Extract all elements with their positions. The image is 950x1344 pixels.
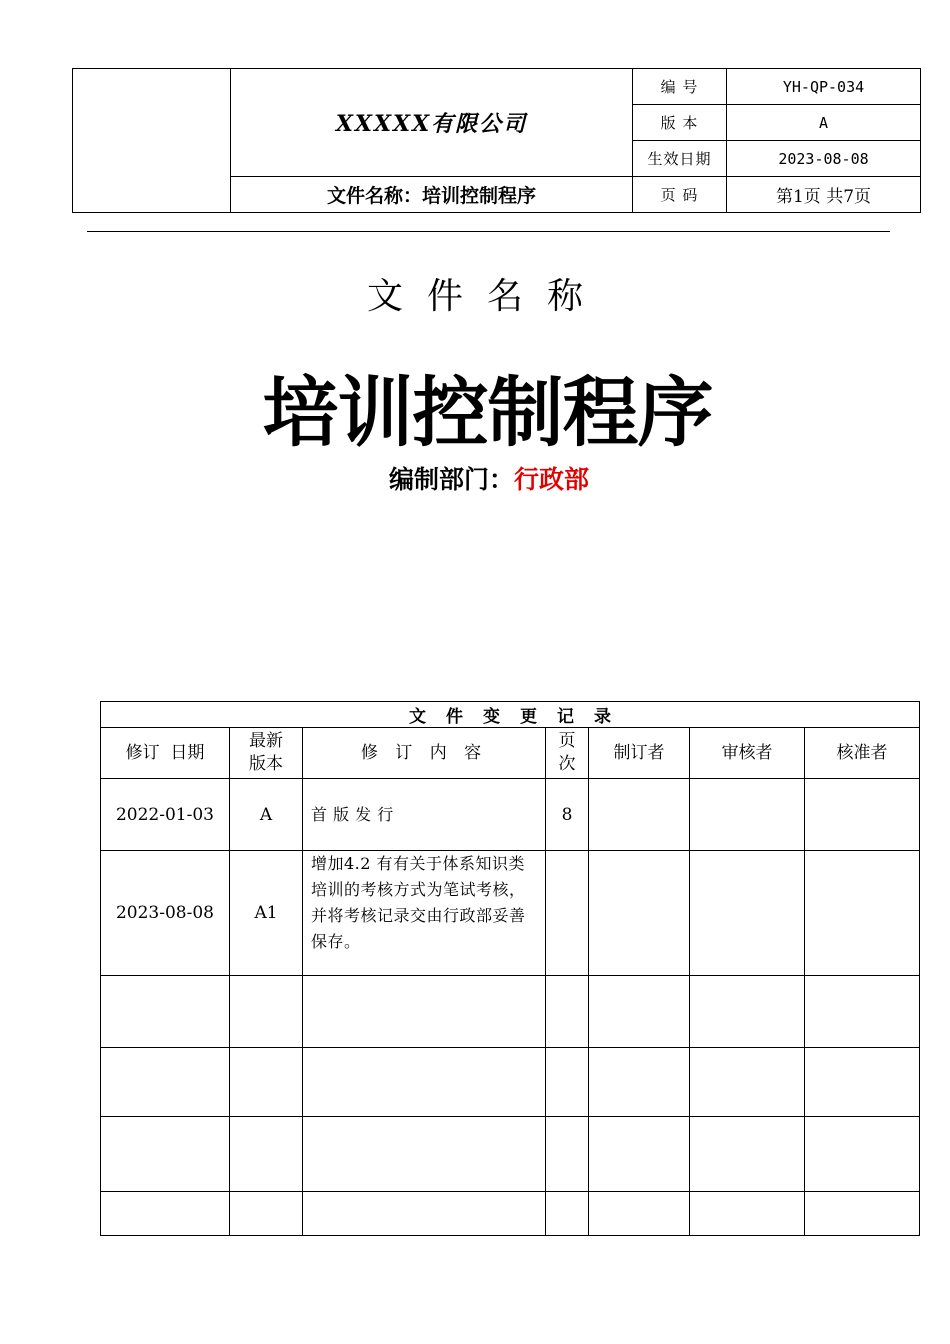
row-version: A	[230, 779, 303, 851]
row-approver	[805, 851, 920, 976]
row-version: A1	[230, 851, 303, 976]
row-content: 增加4.2 有有关于体系知识类培训的考核方式为笔试考核，并将考核记录交由行政部妥善保存。	[303, 851, 546, 976]
department-prefix: 编制部门：	[388, 465, 514, 494]
document-name: 文件名称：培训控制程序	[231, 177, 633, 213]
field-label-effective-date: 生效日期	[633, 141, 727, 177]
table-row-empty	[101, 1048, 920, 1117]
cover-label: 文件名称	[366, 276, 607, 317]
change-record-table	[100, 701, 920, 1236]
department-line	[0, 460, 950, 496]
field-value-version: A	[727, 105, 921, 141]
row-pages	[546, 851, 589, 976]
table-row	[101, 779, 920, 851]
company-name: XXXXX有限公司	[231, 69, 633, 177]
field-label-number: 编 号	[633, 69, 727, 105]
field-value-page: 第1页 共7页	[727, 177, 921, 213]
department-name: 行政部	[514, 465, 590, 494]
column-header-reviewer: 审核者	[690, 728, 805, 779]
row-author	[589, 779, 690, 851]
row-pages: 8	[546, 779, 589, 851]
column-header-date: 修订 日期	[101, 728, 230, 779]
table-row-empty	[101, 1117, 920, 1192]
change-record-title: 文件变更记录	[101, 702, 920, 728]
table-row-empty	[101, 976, 920, 1048]
field-value-effective-date: 2023-08-08	[727, 141, 921, 177]
field-label-page: 页 码	[633, 177, 727, 213]
field-value-number: YH-QP-034	[727, 69, 921, 105]
logo-cell	[73, 69, 231, 213]
cover-title: 培训控制程序	[262, 368, 713, 457]
row-approver	[805, 779, 920, 851]
table-row-empty	[101, 1192, 920, 1236]
row-reviewer	[690, 851, 805, 976]
row-date: 2023-08-08	[101, 851, 230, 976]
header-divider	[87, 231, 890, 232]
column-header-author: 制订者	[589, 728, 690, 779]
row-date: 2022-01-03	[101, 779, 230, 851]
column-header-version: 最新版本	[230, 728, 303, 779]
row-reviewer	[690, 779, 805, 851]
column-header-content: 修 订 内 容	[303, 728, 546, 779]
field-label-version: 版 本	[633, 105, 727, 141]
row-content: 首 版 发 行	[303, 779, 546, 851]
document-header-table	[72, 68, 921, 213]
table-row	[101, 851, 920, 976]
column-header-approver: 核准者	[805, 728, 920, 779]
column-header-pages: 页次	[546, 728, 589, 779]
row-author	[589, 851, 690, 976]
